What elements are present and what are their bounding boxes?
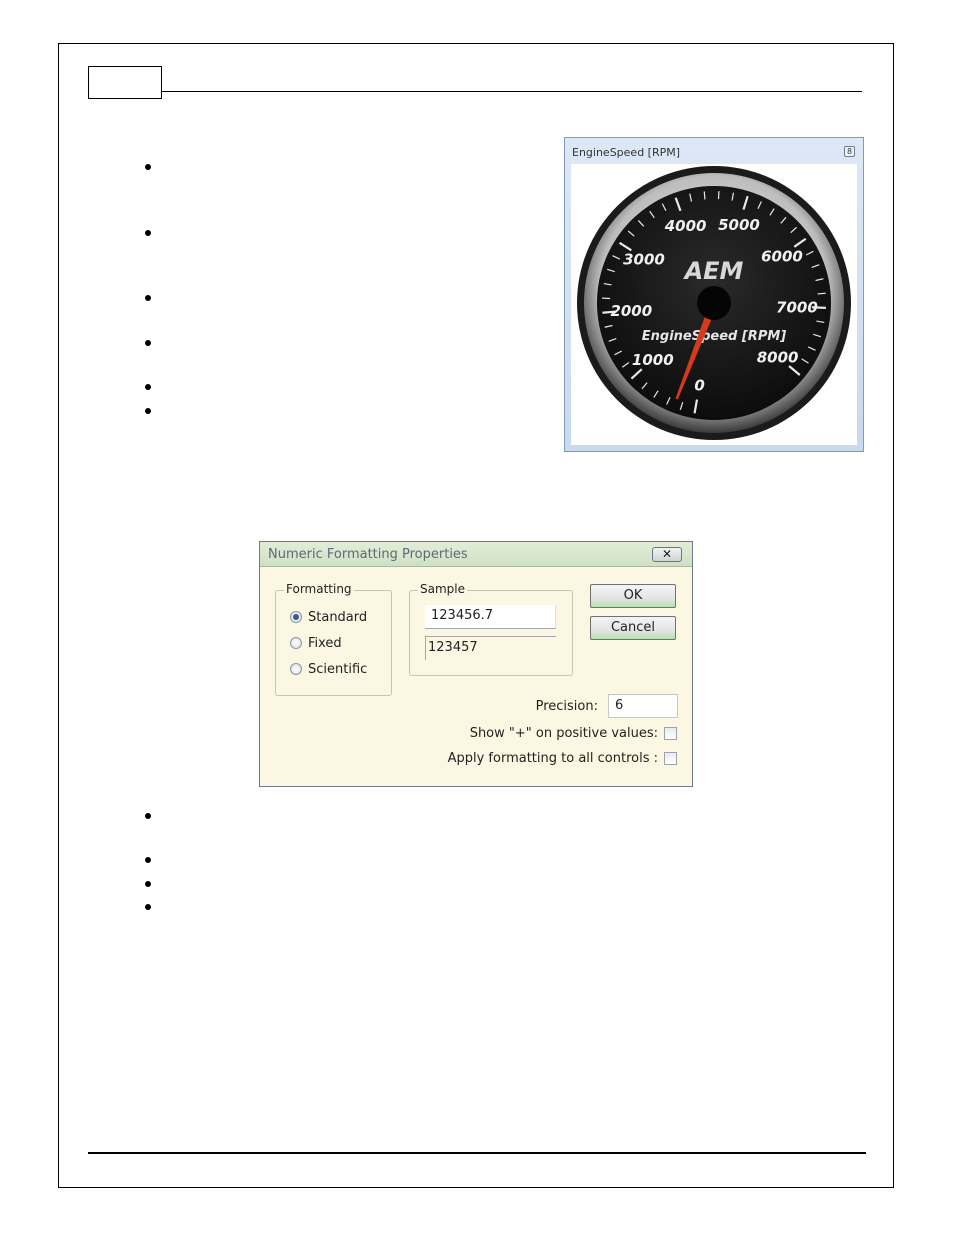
header-rule: [162, 91, 862, 92]
sample-group-label: Sample: [420, 582, 465, 596]
footer-rule: [88, 1152, 866, 1154]
gauge-tick-label: 2000: [610, 302, 653, 321]
precision-label: Precision:: [535, 699, 598, 714]
show-plus-checkbox[interactable]: [664, 727, 677, 740]
gauge-window-title: EngineSpeed [RPM]: [572, 146, 681, 159]
needle-hub: [697, 286, 731, 320]
gauge-tick-label: 7000: [776, 298, 818, 317]
sample-group: [409, 582, 573, 676]
bullet: [145, 813, 151, 819]
apply-all-checkbox[interactable]: [664, 752, 677, 765]
bullet: [145, 340, 151, 346]
close-icon[interactable]: ✕: [652, 547, 682, 562]
radio-label: Scientific: [308, 662, 368, 677]
gauge-tick-label: 8000: [756, 348, 799, 367]
dial-label: EngineSpeed [RPM]: [641, 329, 787, 344]
bullet: [145, 164, 151, 170]
show-plus-label: Show "+" on positive values:: [469, 726, 658, 741]
gauge-canvas: [571, 164, 857, 445]
gauge-tick-label: 6000: [761, 247, 803, 266]
dialog-titlebar: [260, 542, 692, 567]
gauge-tick-label: 3000: [623, 250, 665, 269]
cancel-button[interactable]: Cancel: [590, 616, 676, 640]
gauge-options-button[interactable]: 8: [844, 146, 855, 157]
gauge-tick-label: 5000: [718, 215, 760, 234]
formatting-group-label: Formatting: [286, 582, 352, 596]
gauge-window: [564, 137, 864, 452]
gauge-tick-label: 4000: [664, 217, 707, 236]
minor-tick: [818, 293, 826, 294]
radio-button[interactable]: [290, 611, 302, 623]
ok-button[interactable]: OK: [590, 584, 676, 608]
bullet: [145, 384, 151, 390]
bullet: [145, 881, 151, 887]
gauge-tick-label: 1000: [631, 351, 674, 370]
bullet: [145, 295, 151, 301]
sample-value-field: 123456.7: [425, 605, 556, 629]
radio-label: Standard: [308, 610, 368, 625]
rpm-gauge: [571, 164, 857, 445]
precision-input[interactable]: 6: [608, 694, 678, 718]
bullet: [145, 904, 151, 910]
dialog-title: Numeric Formatting Properties: [268, 547, 468, 562]
numeric-formatting-dialog: [259, 541, 693, 787]
radio-label: Fixed: [308, 636, 342, 651]
bullet: [145, 408, 151, 414]
sample-rounded-field: 123457: [425, 636, 556, 660]
radio-button[interactable]: [290, 637, 302, 649]
radio-button[interactable]: [290, 663, 302, 675]
bullet: [145, 230, 151, 236]
bullet: [145, 857, 151, 863]
page-number-box: [88, 66, 162, 99]
formatting-group: [275, 582, 392, 696]
gauge-tick-label: 0: [694, 376, 705, 395]
minor-tick: [704, 191, 705, 199]
brand-logo: AEM: [684, 257, 744, 285]
apply-all-label: Apply formatting to all controls :: [447, 751, 658, 766]
